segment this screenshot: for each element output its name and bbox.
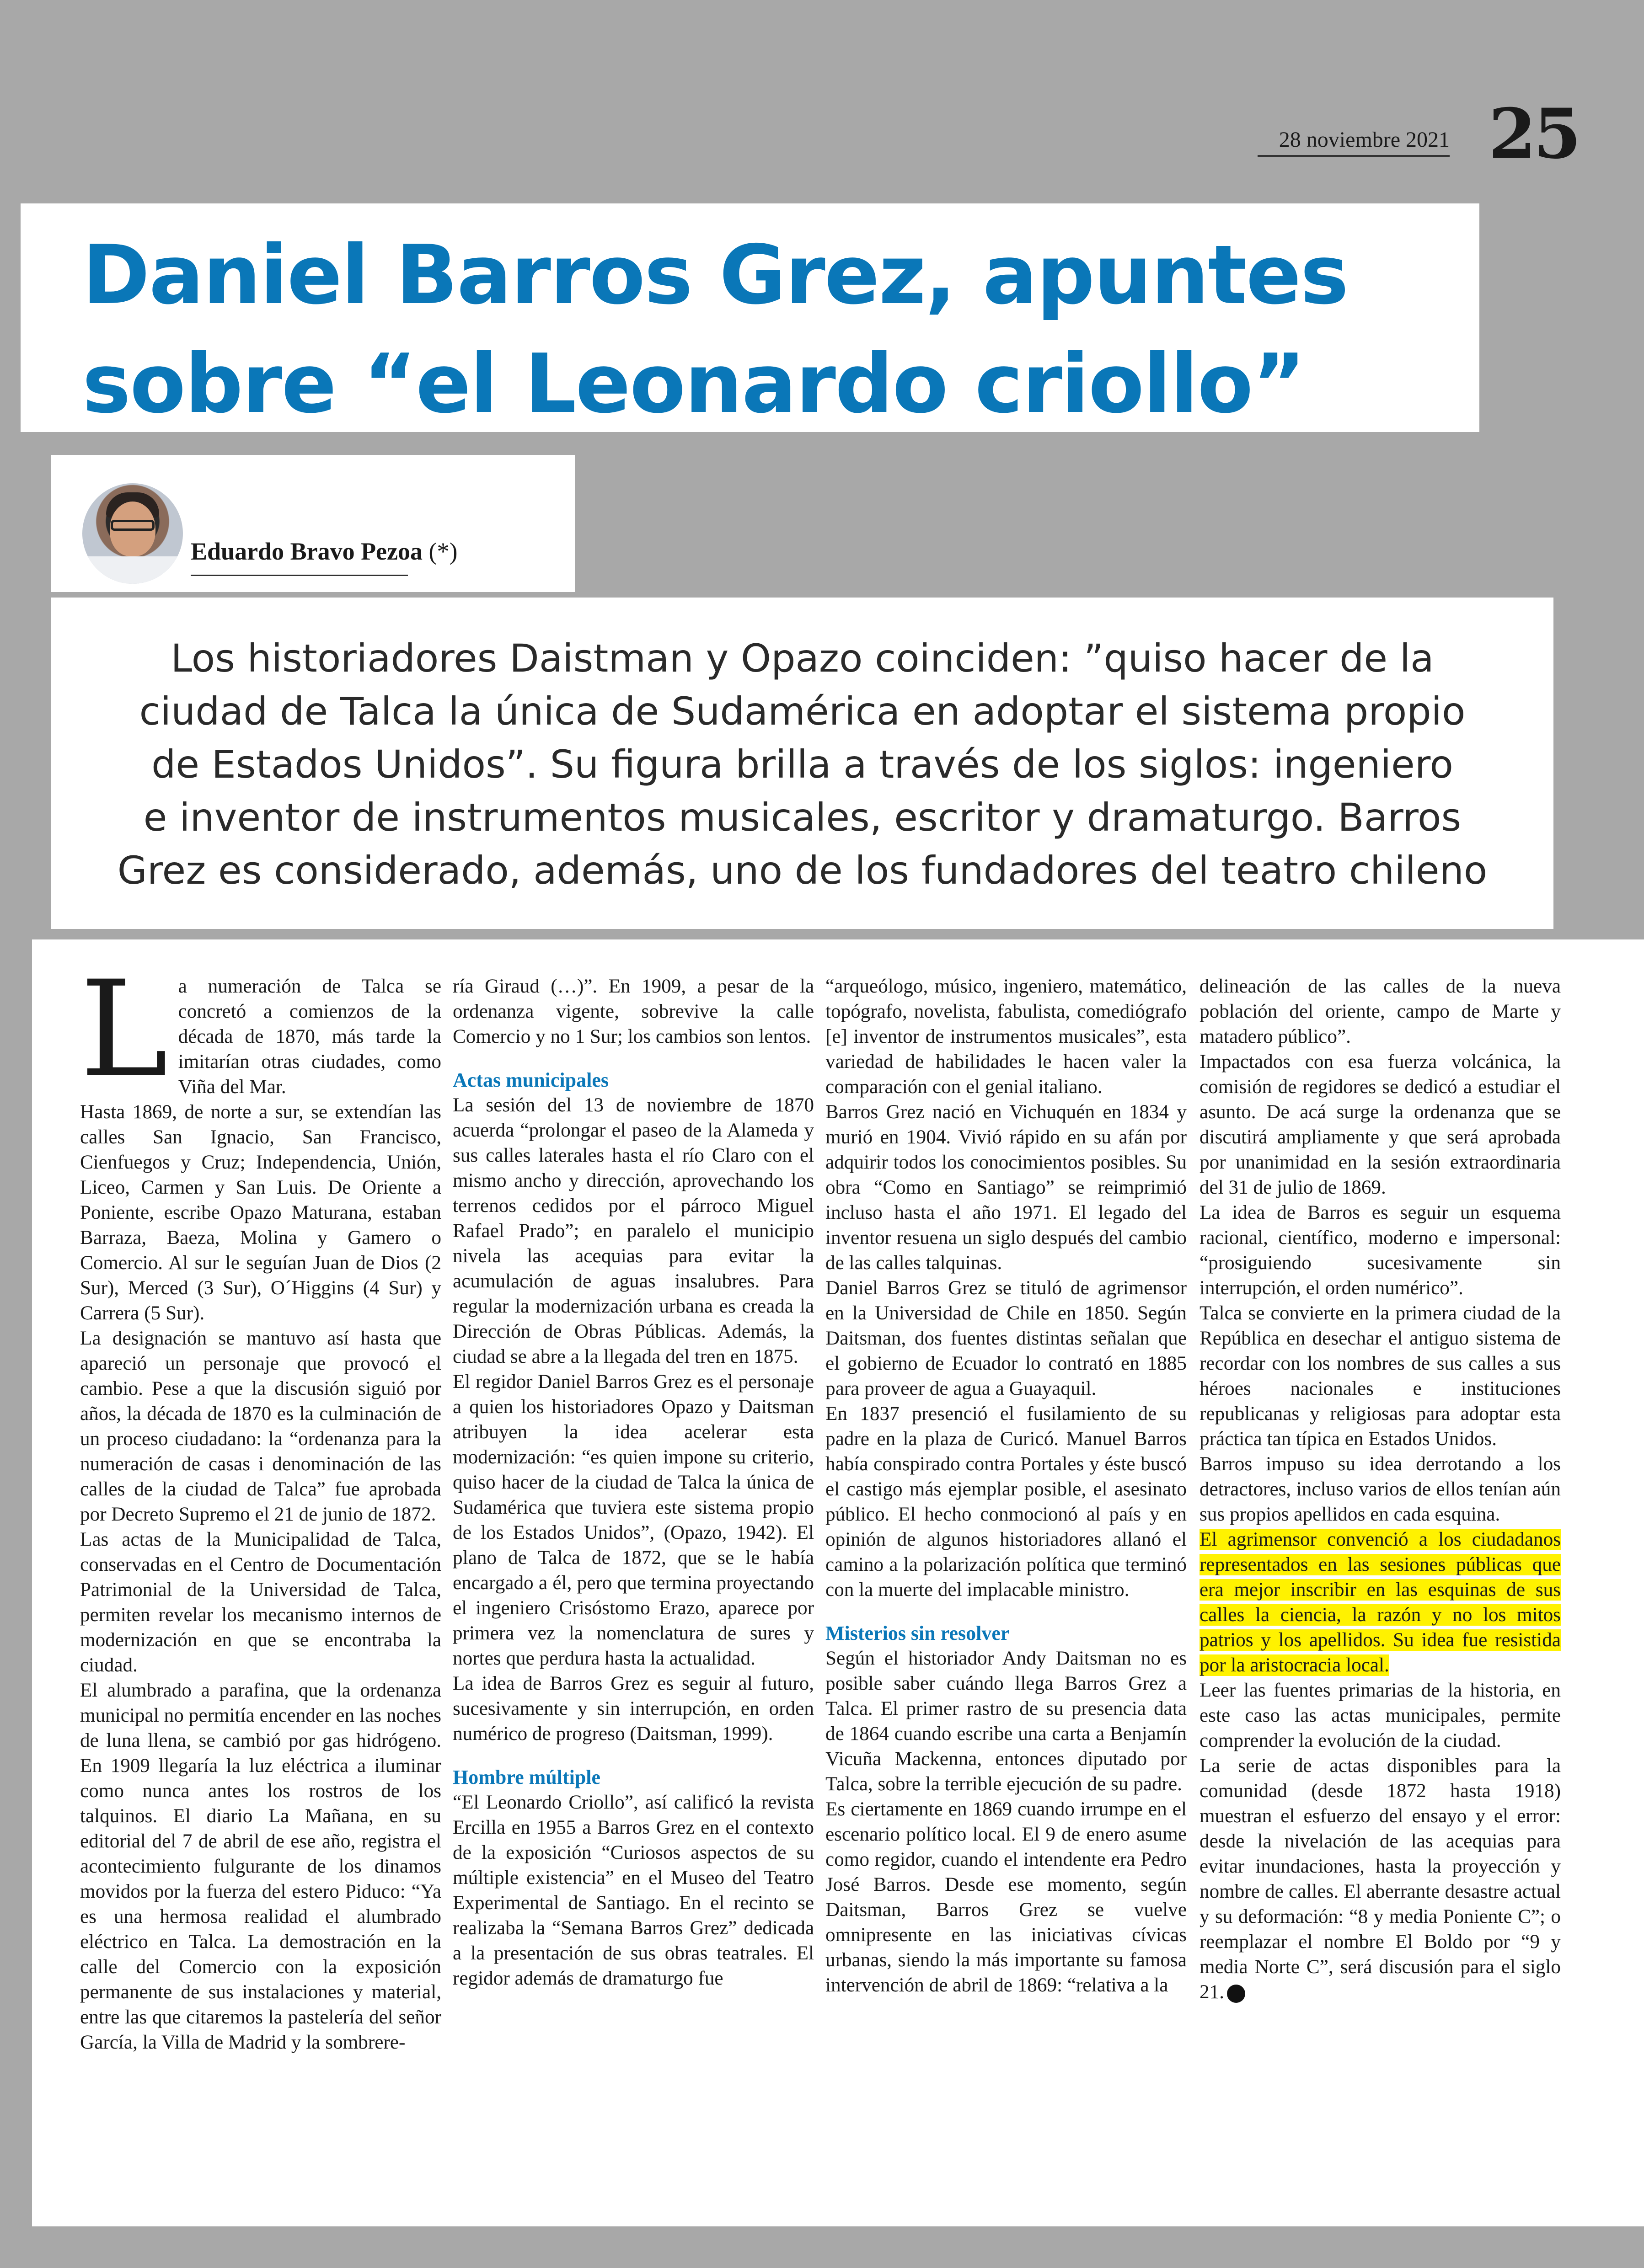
paragraph: Es ciertamente en 1869 cuando irrumpe en el escenario político local. El 9 de enero asume como regidor, cuando el intendente era Pedro José Barros. Desde ese momento, según Daitsman, Barros Grez se vuelve omnipresente en las iniciativas cívicas urbanas, siendo la más importante su famosa intervención de abril de 1869: “relativa a la bbox=[825, 1798, 1187, 1996]
section-heading-actas: Actas municipales bbox=[453, 1069, 609, 1091]
paragraph: Según el historiador Andy Daitsman no es posible saber cuándo llega Barros Grez a Talca. El primer rastro de su presencia data de 1864 cuando escribe una carta a Benjamín Vicuña Mackenna, entonces diputado por Talca, sobre la terrible ejecución de su padre. bbox=[825, 1648, 1187, 1795]
paragraph: Leer las fuentes primarias de la historia, en este caso las actas municipales, permite comprender la evolución de la ciudad. bbox=[1200, 1680, 1561, 1751]
paragraph: Daniel Barros Grez se tituló de agrimensor en la Universidad de Chile en 1850. Según Daitsman, dos fuentes distintas señalan que el gobierno de Ecuador lo contrató en 1885 para proveer de agua a Guayaquil. bbox=[825, 1277, 1187, 1399]
highlighted-paragraph bbox=[1200, 1527, 1561, 1678]
paragraph: La sesión del 13 de noviembre de 1870 acuerda “prolongar el paseo de la Alameda y sus calles laterales hasta el río Claro con el mismo ancho y dirección, aprovechando los terrenos cedidos por el párroco Miguel Rafael Prado”; en paralelo el municipio nivela las acequias para evitar la acumulación de aguas insalubres. Para regular la modernización urbana es creada la Dirección de Obras Públicas. Además, la ciudad se abre a la llegada del tren en 1875. bbox=[453, 1094, 814, 1367]
page-number: 25 bbox=[1489, 94, 1579, 174]
article-column-3 bbox=[825, 974, 1187, 1998]
paragraph: delineación de las calles de la nueva población del oriente, campo de Marte y matadero público”. bbox=[1200, 976, 1561, 1047]
paragraph: El alumbrado a parafina, que la ordenanza municipal no permitía encender en las noches de luna llena, se cambió por gas hidrógeno. En 1909 llegaría la luz eléctrica a iluminar como nunca antes los rostros de los talquinos. El diario La Mañana, en su editorial del 7 de abril de ese año, registra el acontecimiento fulgurante de los dinamos movidos por la fuerza del estero Piduco: “Ya es una hermosa realidad el alumbrado eléctrico en Talca. La demostración en la calle del Comercio con la exposición permanente de sus instalaciones y material, entre las que citaremos la pastelería del señor García, la Villa de Madrid y la sombrere- bbox=[80, 1680, 441, 2053]
drop-cap: L bbox=[80, 953, 168, 1107]
paragraph: El regidor Daniel Barros Grez es el personaje a quien los historiadores Opazo y Daitsman atribuyen la idea acelerar esta modernización: “es quien impone su criterio, quiso hacer de la ciudad de Talca la única de Sudamérica que tuviera este sistema propio de los Estados Unidos”, (Opazo, 1942). El plano de Talca de 1872, que se le había encargado a él, pero que termina proyectando el ingeniero Crisóstomo Erazo, aparece por primera vez la nomenclatura de sures y nortes que perdura hasta la actualidad. bbox=[453, 1371, 814, 1669]
paragraph: Barros Grez nació en Vichuquén en 1834 y murió en 1904. Vivió rápido en su afán por adquirir todos los conocimientos posibles. Su obra “Como en Santiago” se reimprimió incluso hasta el año 1971. El legado del inventor resuena un siglo después del cambio de las calles talquinas. bbox=[825, 1101, 1187, 1274]
byline-underline bbox=[191, 575, 408, 576]
lead-line: Grez es considerado, además, uno de los fundadores del teatro chileno bbox=[117, 848, 1488, 893]
highlight: El agrimensor convenció a los ciudadanos representados en las sesiones públicas que era mejor inscribir en las esquinas de sus calles la ciencia, la razón y no los mitos patrios y los apellidos. Su idea fue resistida por la aristocracia local. bbox=[1200, 1529, 1561, 1676]
author-avatar bbox=[82, 483, 183, 584]
headline-line-1: Daniel Barros Grez, apuntes bbox=[82, 228, 1348, 322]
section-heading-misterios: Misterios sin resolver bbox=[825, 1622, 1010, 1644]
article-column-4 bbox=[1200, 974, 1561, 2005]
lead-line: e inventor de instrumentos musicales, escritor y dramaturgo. Barros bbox=[143, 795, 1462, 840]
paragraph: ría Giraud (…)”. En 1909, a pesar de la ordenanza vigente, sobrevive la calle Comercio y no 1 Sur; los cambios son lentos. bbox=[453, 976, 814, 1047]
lead-line: de Estados Unidos”. Su figura brilla a través de los siglos: ingeniero bbox=[151, 742, 1453, 787]
paragraph: “El Leonardo Criollo”, así calificó la revista Ercilla en 1955 a Barros Grez en el contexto de la exposición “Curiosos aspectos de su múltiple existencia” en el Museo del Teatro Experimental de Santiago. En el recinto se realizaba la “Semana Barros Grez” dedicada a la presentación de sus obras teatrales. El regidor además de dramaturgo fue bbox=[453, 1792, 814, 1989]
lead-line: Los historiadores Daistman y Opazo coinciden: ”quiso hacer de la bbox=[171, 636, 1434, 681]
paragraph: “arqueólogo, músico, ingeniero, matemático, topógrafo, novelista, fabulista, comediógrafo [e] inventor de instrumentos musicales”, esta variedad de habilidades le hacen valer la comparación con el genial italiano. bbox=[825, 976, 1187, 1098]
paragraph: Impactados con esa fuerza volcánica, la comisión de regidores se dedicó a estudiar el asunto. De acá surge la ordenanza que se discutirá ampliamente y que será aprobada por unanimidad en la sesión extraordinaria del 31 de julio de 1869. bbox=[1200, 1051, 1561, 1198]
section-heading-hombre: Hombre múltiple bbox=[453, 1766, 601, 1788]
paragraph: Barros impuso su idea derrotando a los detractores, incluso varios de ellos tenían aún sus propios apellidos en cada esquina. bbox=[1200, 1453, 1561, 1525]
paragraph: La idea de Barros Grez es seguir al futuro, sucesivamente y sin interrupción, en orden numérico de progreso (Daitsman, 1999). bbox=[453, 1673, 814, 1745]
lead-paragraph bbox=[51, 598, 1553, 929]
byline-box bbox=[51, 455, 575, 592]
paragraph: La designación se mantuvo así hasta que apareció un personaje que provocó el cambio. Pese a que la discusión siguió por años, la década de 1870 es la culminación de un proceso ciudadano: la “ordenanza para la numeración de casas i denominación de las calles de la ciudad de Talca” fue aprobada por Decreto Supremo el 21 de junio de 1872. bbox=[80, 1328, 441, 1525]
paragraph: La numeración de Talca se concretó a comienzos de la década de 1870, más tarde la imitarían otras ciudades, como Viña del Mar. bbox=[80, 953, 441, 1107]
paragraph: La serie de actas disponibles para la comunidad (desde 1872 hasta 1918) muestran el esfuerzo del ensayo y el error: desde la nivelación de las acequias para evitar inundaciones, hasta la proyección y nombre de calles. El aberrante desastre actual y su deformación: “8 y media Poniente C”; o reemplazar el nombre El Boldo por “9 y media Norte C”, será discusión para el siglo 21. bbox=[1200, 1755, 1561, 2003]
article-column-1 bbox=[80, 953, 441, 2055]
article-body bbox=[32, 939, 1644, 2226]
paragraph: Hasta 1869, de norte a sur, se extendían las calles San Ignacio, San Francisco, Cienfuegos y Cruz; Independencia, Unión, Liceo, Carmen y San Luis. De Oriente a Poniente, escribe Opazo Maturana, estaban Barraza, Baeza, Molina y Gamero o Comercio. Al sur le seguían Juan de Dios (2 Sur), Merced (3 Sur), O´Higgins (4 Sur) y Carrera (5 Sur). bbox=[80, 1101, 441, 1324]
author-note: (*) bbox=[428, 538, 458, 565]
paragraph: En 1837 presenció el fusilamiento de su padre en la plaza de Curicó. Manuel Barros había conspirado contra Portales y éste buscó el castigo más ejemplar posible, el asesinato público. El hecho conmocionó al país y en opinión de algunos historiadores allanó el camino a la polarización política que terminó con la muerte del implacable ministro. bbox=[825, 1403, 1187, 1601]
end-of-article-icon bbox=[1227, 1985, 1245, 2003]
headline-line-2: sobre “el Leonardo criollo” bbox=[82, 336, 1305, 431]
headline-box bbox=[21, 203, 1479, 432]
article-column-2 bbox=[453, 974, 814, 1991]
paragraph: Las actas de la Municipalidad de Talca, conservadas en el Centro de Documentación Patrimonial de la Universidad de Talca, permiten revelar los mecanismo internos de modernización en que se encontraba la ciudad. bbox=[80, 1529, 441, 1676]
author-name: Eduardo Bravo Pezoa (*) bbox=[191, 538, 458, 565]
lead-line: ciudad de Talca la única de Sudamérica en adoptar el sistema propio bbox=[139, 689, 1466, 734]
publication-date: 28 noviembre 2021 bbox=[1258, 127, 1450, 157]
paragraph: La idea de Barros es seguir un esquema racional, científico, moderno e impersonal: “prosiguiendo sucesivamente sin interrupción, el orden numérico”. bbox=[1200, 1202, 1561, 1299]
paragraph: Talca se convierte en la primera ciudad de la República en desechar el antiguo sistema de recordar con los nombres de sus calles a sus héroes nacionales e instituciones republicanas y religiosas para adoptar esta práctica tan típica en Estados Unidos. bbox=[1200, 1302, 1561, 1450]
